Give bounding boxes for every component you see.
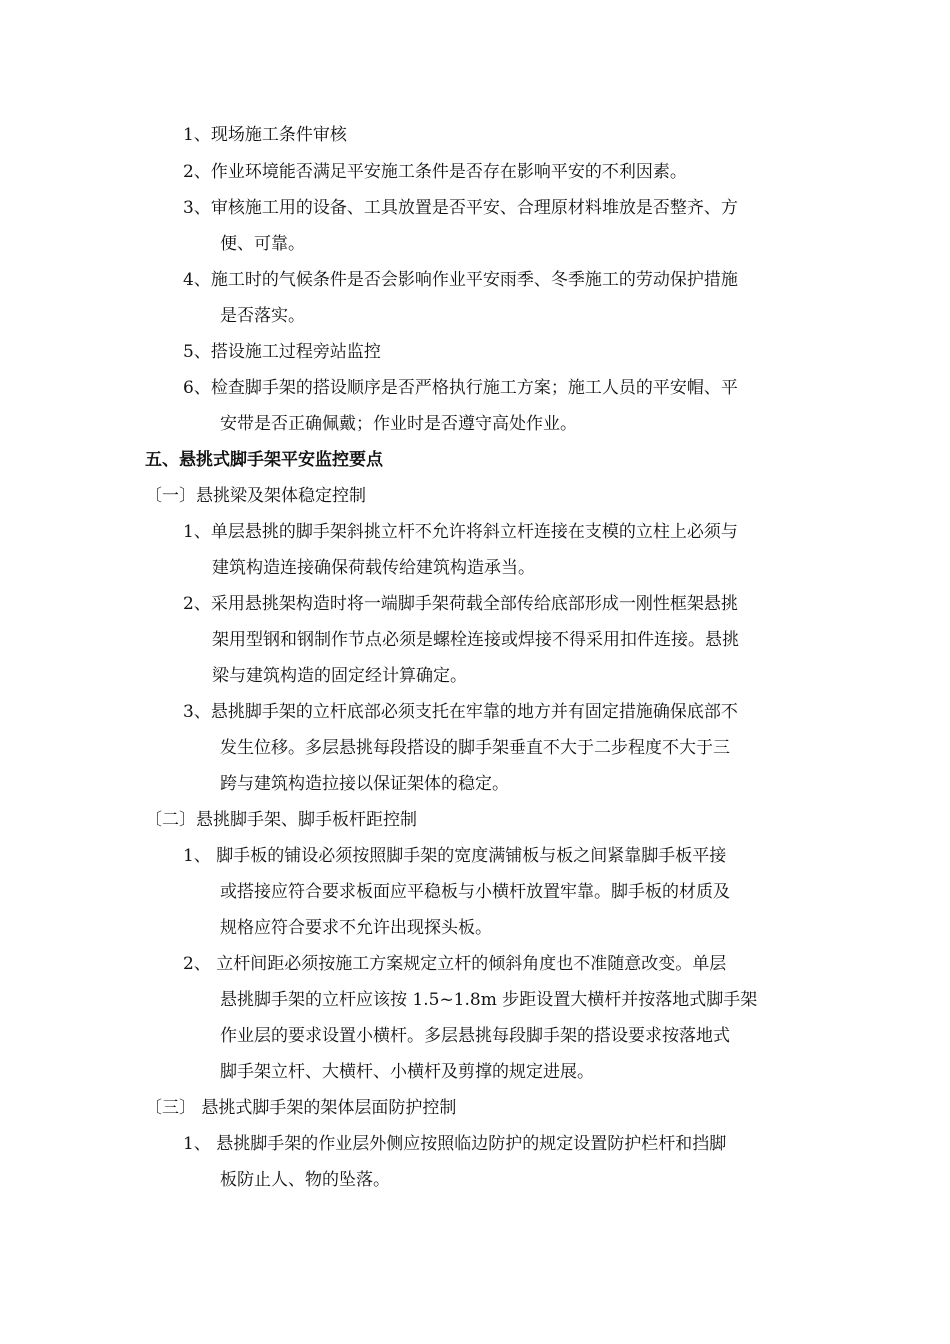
sub2-line: 规格应符合要求不允许出现探头板。 xyxy=(220,918,492,938)
sub2-line: 脚手架立杆、大横杆、小横杆及剪撑的规定进展。 xyxy=(220,1062,594,1082)
list-item-3: 3、审核施工用的设备、工具放置是否平安、合理原材料堆放是否整齐、方 xyxy=(183,198,738,218)
sub1-line: 建筑构造连接确保荷载传给建筑构造承当。 xyxy=(212,558,535,578)
subsection-2-title: 〔二〕悬挑脚手架、脚手板杆距控制 xyxy=(145,810,417,830)
subsection-3-title: 〔三〕 悬挑式脚手架的架体层面防护控制 xyxy=(145,1098,457,1118)
sub1-line: 跨与建筑构造拉接以保证架体的稳定。 xyxy=(220,774,509,794)
sub3-line: 板防止人、物的坠落。 xyxy=(220,1170,390,1190)
sub1-line: 梁与建筑构造的固定经计算确定。 xyxy=(212,666,467,686)
sub1-line: 发生位移。多层悬挑每段搭设的脚手架垂直不大于二步程度不大于三 xyxy=(220,738,730,758)
sub1-line: 架用型钢和钢制作节点必须是螺栓连接或焊接不得采用扣件连接。悬挑 xyxy=(212,630,739,650)
section-heading: 五、悬挑式脚手架平安监控要点 xyxy=(145,450,383,470)
list-item-1: 1、现场施工条件审核 xyxy=(183,125,347,145)
sub2-line: 1、 脚手板的铺设必须按照脚手架的宽度满铺板与板之间紧靠脚手板平接 xyxy=(183,846,727,866)
list-item-2: 2、作业环境能否满足平安施工条件是否存在影响平安的不利因素。 xyxy=(183,162,687,182)
list-item-6-cont: 安带是否正确佩戴；作业时是否遵守高处作业。 xyxy=(220,414,577,434)
subsection-1-title: 〔一〕悬挑梁及架体稳定控制 xyxy=(145,486,366,506)
sub1-line: 2、采用悬挑架构造时将一端脚手架荷载全部传给底部形成一刚性框架悬挑 xyxy=(183,594,738,614)
sub1-line: 3、悬挑脚手架的立杆底部必须支托在牢靠的地方并有固定措施确保底部不 xyxy=(183,702,738,722)
sub2-line: 悬挑脚手架的立杆应该按 1.5~1.8m 步距设置大横杆并按落地式脚手架 xyxy=(220,990,758,1010)
list-item-4-cont: 是否落实。 xyxy=(220,306,305,326)
sub1-line: 1、单层悬挑的脚手架斜挑立杆不允许将斜立杆连接在支模的立柱上必须与 xyxy=(183,522,738,542)
list-item-5: 5、搭设施工过程旁站监控 xyxy=(183,342,381,362)
sub2-line: 2、 立杆间距必须按施工方案规定立杆的倾斜角度也不准随意改变。单层 xyxy=(183,954,727,974)
list-item-6: 6、检查脚手架的搭设顺序是否严格执行施工方案；施工人员的平安帽、平 xyxy=(183,378,738,398)
sub2-line: 或搭接应符合要求板面应平稳板与小横杆放置牢靠。脚手板的材质及 xyxy=(220,882,730,902)
list-item-3-cont: 便、可靠。 xyxy=(220,234,305,254)
sub2-line: 作业层的要求设置小横杆。多层悬挑每段脚手架的搭设要求按落地式 xyxy=(220,1026,730,1046)
list-item-4: 4、施工时的气候条件是否会影响作业平安雨季、冬季施工的劳动保护措施 xyxy=(183,270,738,290)
sub3-line: 1、 悬挑脚手架的作业层外侧应按照临边防护的规定设置防护栏杆和挡脚 xyxy=(183,1134,727,1154)
